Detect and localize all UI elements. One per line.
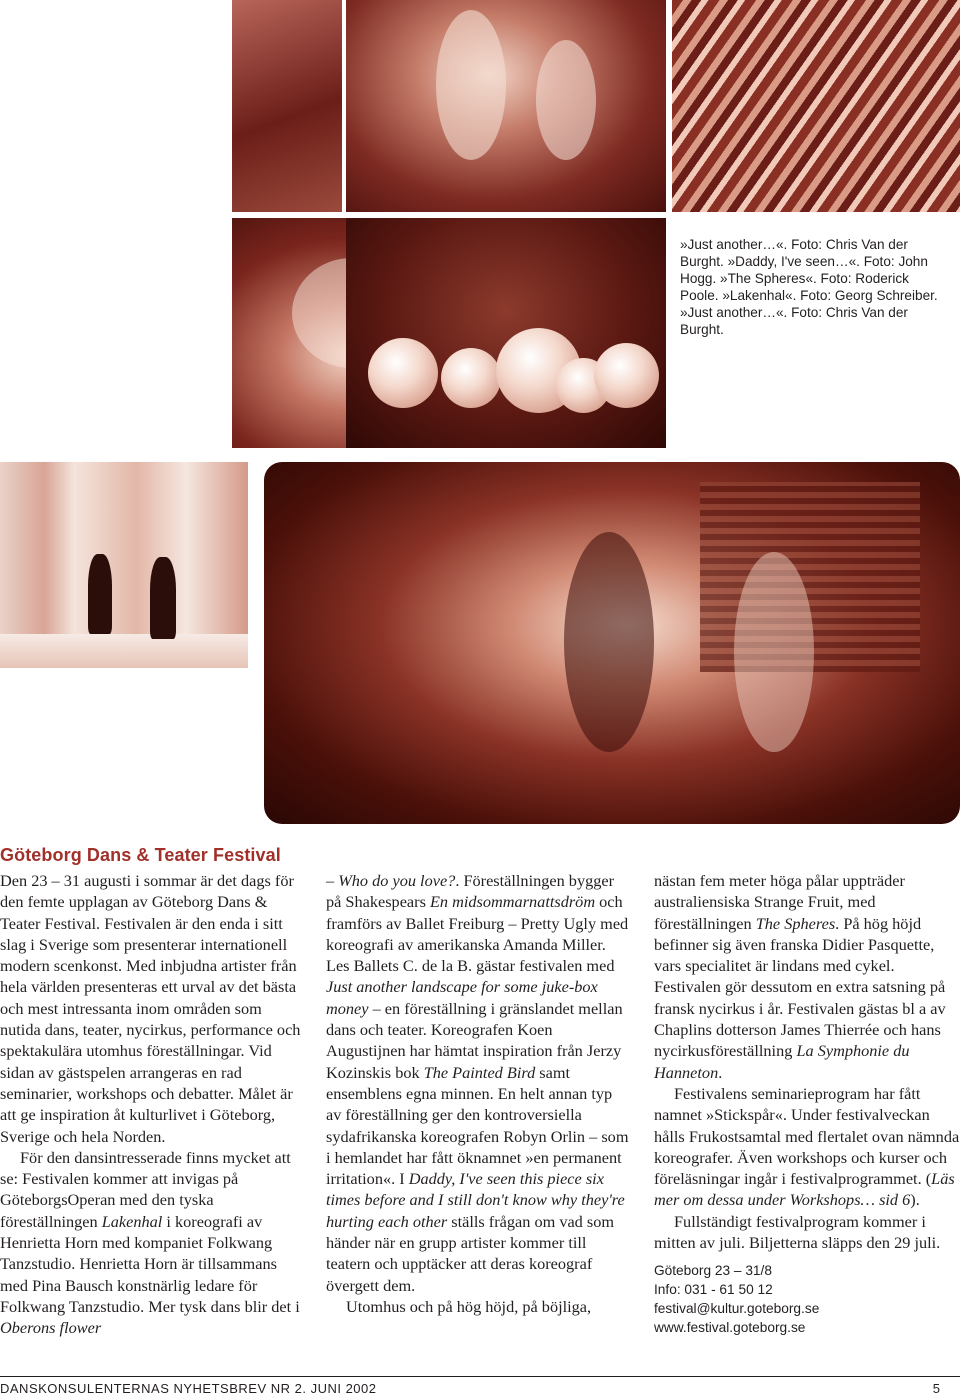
photo-caption: »Just another…«. Foto: Chris Van der Burght. »Daddy, I've seen…«. Foto: John Hogg. »The Spheres«. Foto: Roderick Poole. »Lakenhal«. Foto: Georg Schreiber. »Just another…«. Foto: Chris Van der Burght. — [680, 237, 938, 337]
paragraph: Fullständigt festivalprogram kommer i mitten av juli. Biljetterna släpps den 29 juli. — [654, 1211, 941, 1253]
text-run: samt ensemblens egna minnen. En helt annan typ av föreställning ger den kontroversiella sydafrikanska koreografen Robyn Orlin – som i hemlandet har fått öknamnet »en permanent irritation«. I — [326, 1062, 629, 1189]
photo-daddy-ive-seen — [672, 0, 960, 212]
show-title: The Spheres — [755, 913, 836, 933]
paragraph — [654, 1083, 960, 1211]
text-run: i koreografi av Henrietta Horn med kompaniet Folkwang Tanzstudio. Henrietta Horn är tillsammans med Pina Bausch konstnärlig ledare för Folkwang Tanzstudio. Mer tysk dans blir det i — [0, 1211, 300, 1316]
photo-dancer-collage — [232, 0, 342, 212]
paragraph — [654, 870, 960, 1083]
text-run: nästan fem meter höga pålar uppträder australiensiska Strange Fruit, med föreställningen — [654, 871, 905, 933]
text-run: . På hög höjd befinner sig även franska Didier Pasquette, vars specialitet är lindans med cykel. Festivalen gör dessutom en extra satsning på fransk nycirkus i år. Festivalen gästas bl a av Chaplins dotterson James Thierrée och hans nycirkusföreställning — [654, 913, 946, 1061]
paragraph: Utomhus och på hög höjd, på böjliga, — [346, 1296, 592, 1316]
article-column-3 — [654, 870, 960, 1337]
show-title: En midsommarnattsdröm — [429, 892, 596, 912]
photo-just-another — [346, 0, 666, 212]
paragraph — [326, 870, 631, 1296]
text-run: För den dansintresserade finns mycket att se: Festivalen kommer att invigas på GöteborgsOperan med den tyska föreställningen — [0, 1147, 291, 1231]
text-run: – en föreställning i gränslandet mellan dans och teater. Koreografen Koen Augustijnen har hämtat inspiration från Jerzy Kozinskis bok — [326, 998, 623, 1082]
photo-two-dancers — [0, 462, 248, 668]
festival-dates: Göteborg 23 – 31/8 — [654, 1263, 772, 1279]
text-run: Festivalens seminarieprogram har fått namnet »Stickspår«. Under festivalveckan hålls Frukostsamtal med flertalet ovan nämnda koreografer. Även workshops och kurser och föreläsningar ingår i festivalprogrammet. ( — [654, 1083, 960, 1189]
show-title: La Symphonie du Hanneton — [654, 1041, 910, 1082]
festival-email-link[interactable]: festival@kultur.goteborg.se — [654, 1301, 820, 1317]
festival-contact-block — [654, 1261, 960, 1337]
festival-website-link[interactable]: www.festival.goteborg.se — [654, 1320, 806, 1336]
festival-phone: Info: 031 - 61 50 12 — [654, 1282, 773, 1298]
text-run: och framförs av Ballet Freiburg – Pretty Ugly med koreografi av amerikanska Amanda Miller. Les Ballets C. de la B. gästar festivalen med — [326, 892, 629, 976]
newsletter-title: DANSKONSULENTERNAS NYHETSBREV NR 2. JUNI 2002 — [0, 1381, 377, 1396]
text-run: ställs frågan om vad som händer när en grupp artister kommer till teatern och upptäcker att deras koreograf övergett dem. — [326, 1211, 615, 1295]
photo-the-spheres — [346, 218, 666, 448]
text-run: . Föreställningen bygger på Shakespears — [326, 871, 615, 912]
paragraph — [0, 1147, 302, 1339]
photo-just-another-dancers — [264, 462, 960, 824]
text-run: . — [718, 1062, 723, 1082]
footer-divider — [0, 1376, 960, 1377]
show-title: Lakenhal — [101, 1211, 163, 1231]
cross-reference: Läs mer om dessa under Workshops… sid 6 — [654, 1169, 955, 1210]
article-column-2 — [326, 870, 631, 1317]
page-number: 5 — [932, 1381, 940, 1396]
show-title: Oberons flower — [0, 1318, 102, 1338]
show-title: Daddy, I've seen this piece six times before and I still don't know why they're hurting each other — [326, 1169, 625, 1231]
show-title: Just another landscape for some juke-box money — [326, 977, 598, 1018]
stage-floor — [0, 634, 248, 668]
article-column-1 — [0, 870, 302, 1339]
text-run: ). — [910, 1190, 920, 1210]
article-headline: Göteborg Dans & Teater Festival — [0, 845, 281, 865]
show-title: – Who do you love? — [326, 871, 456, 890]
show-title: The Painted Bird — [423, 1062, 536, 1082]
paragraph: Den 23 – 31 augusti i sommar är det dags för den femte upplagan av Göteborg Dans & Teater Festival. Festivalen är den enda i sitt slag i Sverige som presenterar internationell modern scenkonst. Med inbjudna artister från hela världen presenteras ett urval av det bästa och mest intressanta inom områden som nutida dans, teater, nycirkus, performance och spektakulära utomhus föreställningar. Vid sidan av gästspelen arrangeras en rad seminarier, workshops och debatter. Målet är att ge inspiration åt kulturlivet i Göteborg, Sverige och hela Norden. — [0, 871, 301, 1146]
